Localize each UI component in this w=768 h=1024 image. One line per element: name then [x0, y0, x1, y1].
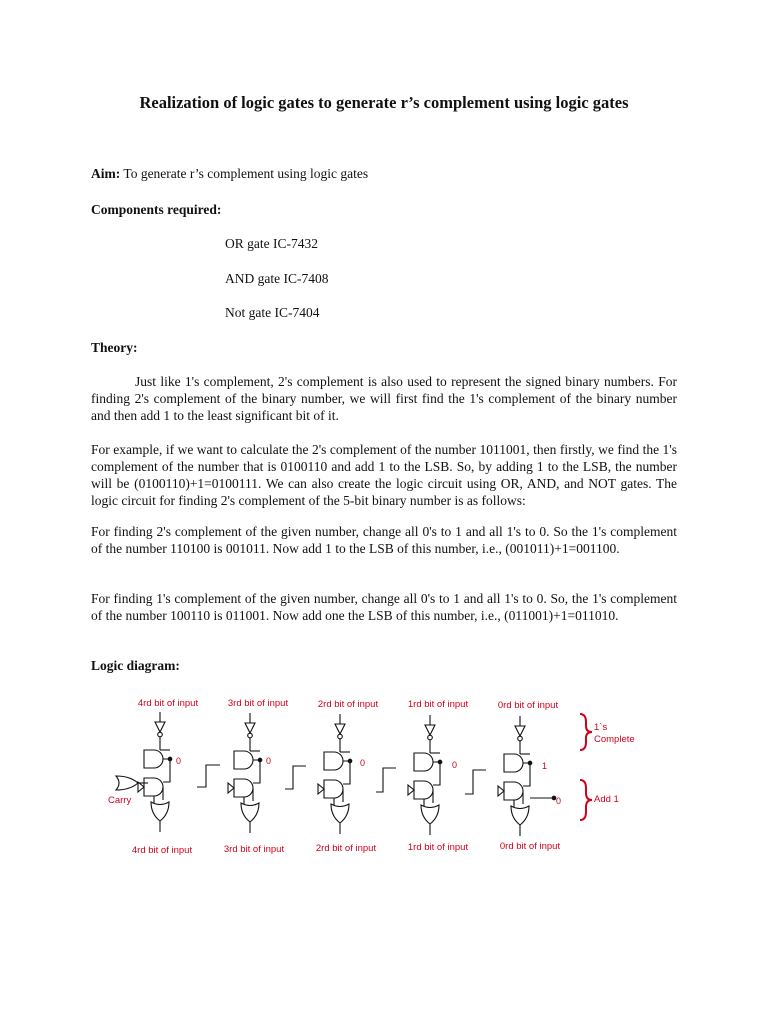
junction-dot — [438, 760, 442, 764]
not-gate-icon — [335, 724, 345, 734]
and-gate-icon — [414, 753, 433, 771]
and-gate-icon — [504, 782, 523, 800]
and-gate-icon — [234, 751, 253, 769]
component-item: OR gate IC-7432 — [225, 236, 318, 251]
top-label: 3rd bit of input — [227, 698, 289, 709]
ones-complement-label: 1`s — [594, 722, 608, 733]
junction-dot — [258, 758, 262, 762]
carry-or-gate-icon — [116, 776, 138, 790]
and-gate-icon — [144, 750, 163, 768]
component-item: AND gate IC-7408 — [225, 271, 329, 286]
top-label: 1rd bit of input — [407, 699, 469, 710]
bottom-label: 1rd bit of input — [407, 842, 469, 853]
top-label: 4rd bit of input — [137, 698, 199, 709]
not-gate-icon — [515, 726, 525, 736]
stage-value: 0 — [176, 756, 182, 766]
not-gate-icon — [245, 723, 255, 733]
wire — [343, 761, 350, 784]
and-gate-icon — [414, 781, 433, 799]
and-gate-icon — [144, 778, 163, 796]
aim-text: To generate r’s complement using logic gates — [123, 166, 369, 181]
buffer-icon — [318, 784, 324, 794]
bottom-label: 3rd bit of input — [223, 844, 285, 855]
buffer-icon — [228, 783, 234, 793]
and-gate-icon — [324, 780, 343, 798]
or-gate-icon — [331, 804, 349, 823]
top-label: 0rd bit of input — [497, 700, 559, 711]
junction-dot — [168, 757, 172, 761]
buffer-icon — [498, 786, 504, 796]
aim-line — [91, 166, 368, 182]
brace-icon — [580, 714, 592, 750]
and-gate-icon — [504, 754, 523, 772]
junction-dot — [348, 759, 352, 763]
not-gate-icon — [155, 722, 165, 732]
brace-icon — [580, 780, 592, 820]
logic-circuit-diagram — [100, 690, 660, 865]
theory-heading: Theory: — [91, 340, 138, 355]
junction-dot — [528, 761, 532, 765]
bottom-label: 2rd bit of input — [315, 843, 377, 854]
aim-label: Aim: — [91, 166, 121, 181]
and-gate-icon — [324, 752, 343, 770]
component-item: Not gate IC-7404 — [225, 305, 320, 320]
or-gate-icon — [421, 805, 439, 824]
ones-complement-label: Complete — [594, 734, 635, 745]
stage-value: 1 — [542, 761, 548, 771]
bottom-label: 4rd bit of input — [131, 845, 193, 856]
document-title: Realization of logic gates to generate r’s complement using logic gates — [139, 93, 629, 112]
stage-value: 0 — [452, 760, 458, 770]
buffer-icon — [408, 785, 414, 795]
add-one-label: Add 1 — [594, 794, 619, 805]
logic-diagram-heading: Logic diagram: — [91, 658, 180, 673]
wire — [523, 763, 530, 786]
theory-paragraph: For finding 1's complement of the given number, change all 0's to 1 and all 1's to 0. So, the 1's complement of the number 100110 is 011001. Now add one the LSB of this number, i.e., (011001)+1=011010. — [91, 591, 677, 623]
theory-paragraph: Just like 1's complement, 2's complement is also used to represent the signed binary numbers. For finding 2's complement of the binary number, we will first find the 1's complement of the binary number and then add 1 to the least significant bit of it. — [91, 374, 677, 423]
wire — [253, 760, 260, 783]
or-gate-icon — [241, 803, 259, 822]
carry-label: Carry — [108, 795, 132, 806]
wire — [163, 759, 170, 782]
not-gate-icon — [425, 725, 435, 735]
and-gate-icon — [234, 779, 253, 797]
top-label: 2rd bit of input — [317, 699, 379, 710]
wire — [433, 762, 440, 785]
or-gate-icon — [511, 806, 529, 825]
add-value: 0 — [556, 796, 562, 806]
or-gate-icon — [151, 802, 169, 821]
stage-value: 0 — [360, 758, 366, 768]
bottom-label: 0rd bit of input — [499, 841, 561, 852]
theory-paragraph: For finding 2's complement of the given number, change all 0's to 1 and all 1's to 0. So the 1's complement of the number 110100 is 001011. Now add 1 to the LSB of this number, i.e., (001011)+1=001100. — [91, 524, 677, 556]
stage-value: 0 — [266, 756, 272, 766]
components-heading: Components required: — [91, 202, 222, 217]
theory-paragraph: For example, if we want to calculate the 2's complement of the number 1011001, then firstly, we find the 1's complement of the number that is 0100110 and add 1 to the LSB. So, by adding 1 to the LSB, the number will be (0100110)+1=0100111. We can also create the logic circuit using OR, AND, and NOT gates. The logic circuit for finding 2's complement of the 5-bit binary number is as follows: — [91, 442, 677, 508]
